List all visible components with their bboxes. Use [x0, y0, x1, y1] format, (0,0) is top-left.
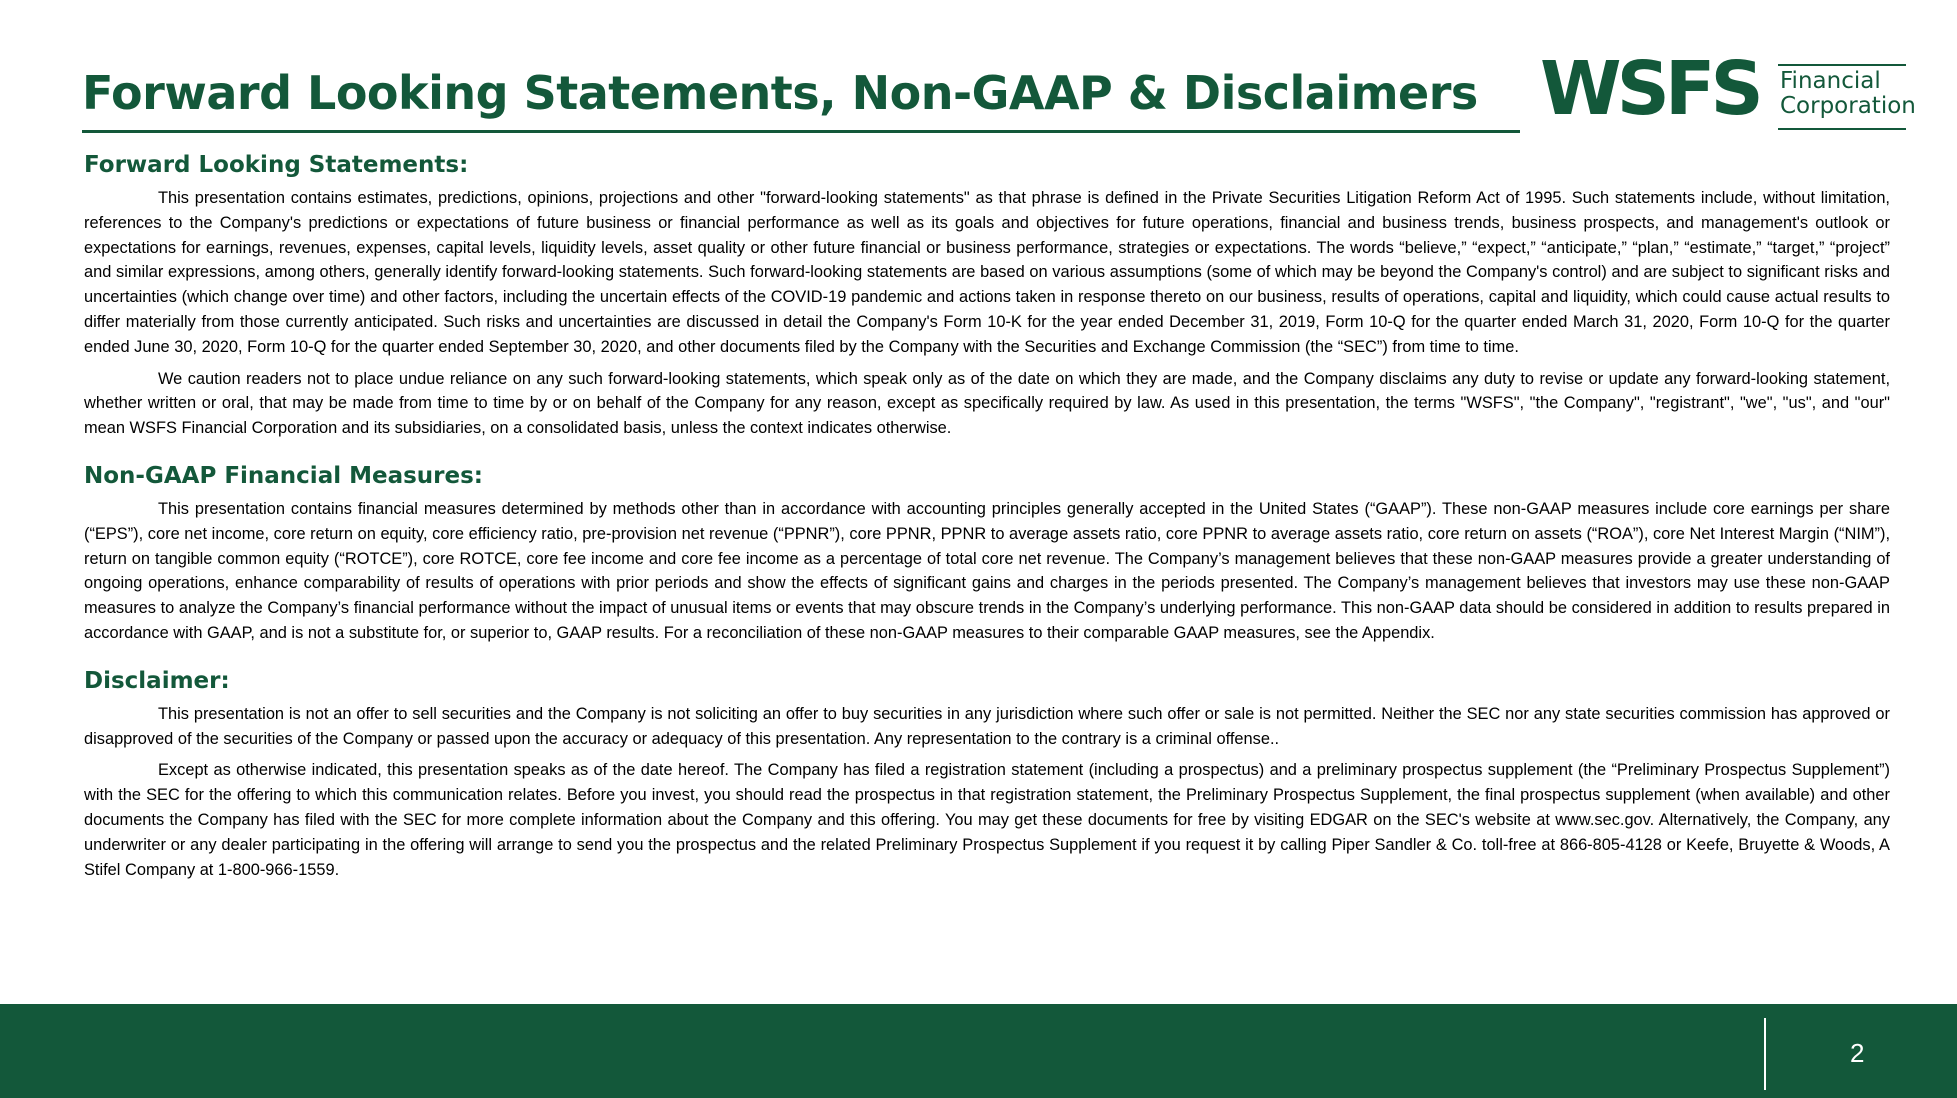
logo-wordmark: WSFS [1540, 46, 1759, 132]
footer-divider [1764, 1018, 1766, 1090]
paragraph: This presentation is not an offer to sell securities and the Company is not soliciting an offer to buy securities in any jurisdiction where such offer or sale is not permitted. Neither the SEC nor any state securities commission has approved or disapproved of the securities of the Company or passed upon the accuracy or adequacy of this presentation. Any representation to the contrary is a criminal offense.. [84, 704, 1890, 748]
page-title: Forward Looking Statements, Non-GAAP & Disclaimers [82, 66, 1478, 120]
section-non-gaap [84, 463, 1890, 646]
section-heading: Forward Looking Statements: [84, 152, 469, 178]
section-heading: Disclaimer: [84, 667, 230, 694]
section-heading: Non-GAAP Financial Measures: [84, 462, 484, 489]
page-number: 2 [1850, 1038, 1865, 1068]
logo-text-corporation: Corporation [1780, 93, 1916, 119]
paragraph: We caution readers not to place undue reliance on any such forward-looking statements, which speak only as of the date on which they are made, and the Company disclaims any duty to revise or update any forward-looking statement, whether written or oral, that may be made from time to time by or on behalf of the Company for any reason, except as specifically required by law. As used in this presentation, the terms "WSFS", "the Company", "registrant", "we", "us", and "our" mean WSFS Financial Corporation and its subsidiaries, on a consolidated basis, unless the context indicates otherwise. [84, 369, 1890, 438]
logo-text-financial: Financial [1780, 68, 1881, 94]
section-disclaimer [84, 668, 1890, 883]
section-forward-looking [84, 152, 1890, 441]
paragraph: Except as otherwise indicated, this presentation speaks as of the date hereof. The Company has filed a registration statement (including a prospectus) and a preliminary prospectus supplement (the “Preliminary Prospectus Supplement”) with the SEC for the offering to which this communication relates. Before you invest, you should read the prospectus in that registration statement, the Preliminary Prospectus Supplement, the final prospectus supplement (when available) and other documents the Company has filed with the SEC for more complete information about the Company and this offering. You may get these documents for free by visiting EDGAR on the SEC's website at www.sec.gov. Alternatively, the Company, any underwriter or any dealer participating in the offering will arrange to send you the prospectus and the related Preliminary Prospectus Supplement if you request it by calling Piper Sandler & Co. toll-free at 866-805-4128 or Keefe, Bruyette & Woods, A Stifel Company at 1-800-966-1559. [84, 761, 1890, 879]
slide-body [84, 152, 1890, 889]
wsfs-logo [1540, 46, 1916, 132]
footer-bar [0, 1004, 1957, 1098]
paragraph: This presentation contains estimates, predictions, opinions, projections and other "forward-looking statements" as that phrase is defined in the Private Securities Litigation Reform Act of 1995. Such statements include, without limitation, references to the Company's predictions or expectations of future business or financial performance as well as its goals and objectives for future operations, financial and business trends, business prospects, and management's outlook or expectations for earnings, revenues, expenses, capital levels, liquidity levels, asset quality or other future financial or business performance, strategies or expectations. The words “believe,” “expect,” “anticipate,” “plan,” “estimate,” “target,” “project” and similar expressions, among others, generally identify forward-looking statements. Such forward-looking statements are based on various assumptions (some of which may be beyond the Company's control) and are subject to significant risks and uncertainties (which change over time) and other factors, including the uncertain effects of the COVID-19 pandemic and actions taken in response thereto on our business, results of operations, capital and liquidity, which could cause actual results to differ materially from those currently anticipated. Such risks and uncertainties are discussed in detail the Company's Form 10-K for the year ended December 31, 2019, Form 10-Q for the quarter ended March 31, 2020, Form 10-Q for the quarter ended June 30, 2020, Form 10-Q for the quarter ended September 30, 2020, and other documents filed by the Company with the Securities and Exchange Commission (the “SEC”) from time to time. [84, 189, 1890, 356]
title-underline [82, 130, 1520, 133]
paragraph: This presentation contains financial measures determined by methods other than in accordance with accounting principles generally accepted in the United States (“GAAP”). These non-GAAP measures include core earnings per share (“EPS”), core net income, core return on equity, core efficiency ratio, pre-provision net revenue (“PPNR”), core PPNR, PPNR to average assets ratio, core PPNR to average assets ratio, core return on assets (“ROA”), core Net Interest Margin (“NIM”), return on tangible common equity (“ROTCE”), core ROTCE, core fee income and core fee income as a percentage of total core net revenue. The Company’s management believes that these non-GAAP measures provide a greater understanding of ongoing operations, enhance comparability of results of operations with prior periods and show the effects of significant gains and charges in the periods presented. The Company’s management believes that investors may use these non-GAAP measures to analyze the Company’s financial performance without the impact of unusual items or events that may obscure trends in the Company’s underlying performance. This non-GAAP data should be considered in addition to results prepared in accordance with GAAP, and is not a substitute for, or superior to, GAAP results. For a reconciliation of these non-GAAP measures to their comparable GAAP measures, see the Appendix. [84, 499, 1890, 642]
